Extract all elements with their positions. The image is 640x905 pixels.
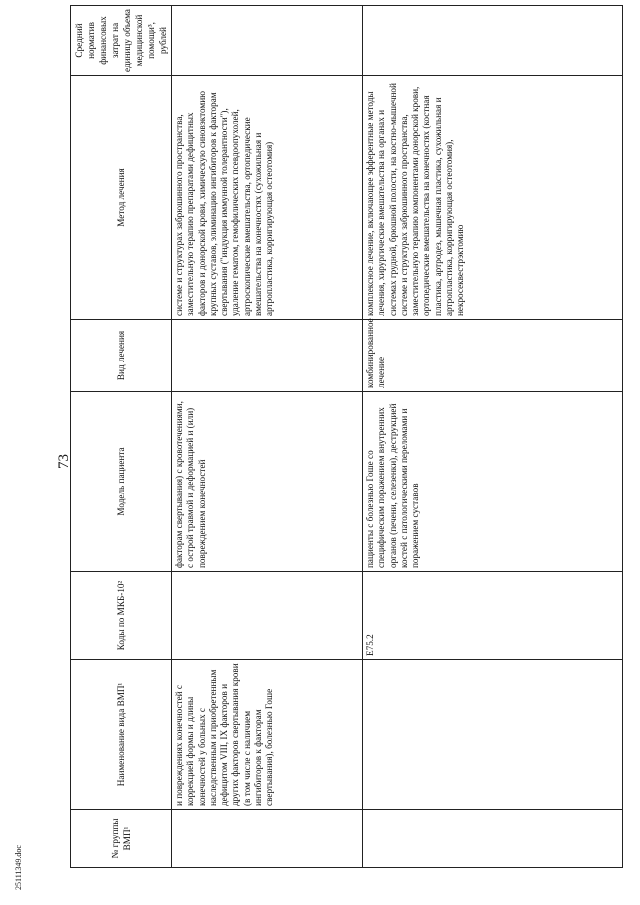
header-cost: Средний норматив финансовых затрат на единицу объема медицинской помощи³, рублей [71,6,172,76]
table-header-row [71,6,172,868]
cell-number [363,810,623,868]
header-codes: Коды по МКБ-10² [71,572,172,660]
footer-filename: 25111349.doc [14,845,23,890]
table-row [363,6,623,868]
page-number: 73 [56,454,72,469]
table-row [172,6,363,868]
rotated-table-container [70,6,630,868]
cell-codes [172,572,363,660]
cell-type [172,320,363,392]
cell-type: комбинированное лечение [363,320,623,392]
cell-cost [363,6,623,76]
cell-name: и повреждениях конечностей с коррекцией формы и длины конечностей у больных с наследственным и приобретенным дефицитом VIII, IX факторов и других факторов свертывания крови (в том числе с наличием ингибиторов к факторам свертывания), болезнью Гоше [172,660,363,810]
cell-codes: E75.2 [363,572,623,660]
header-type: Вид лечения [71,320,172,392]
header-number: № группы ВМП¹ [71,810,172,868]
cell-name [363,660,623,810]
cell-model: факторам свертывания) с кровотечениями, с острой травмой и деформацией и (или) повреждением конечностей [172,392,363,572]
cell-model: пациенты с болезнью Гоше со специфическим поражением внутренних органов (печени, селезенки), деструкцией костей с патологическими переломами и поражением суставов [363,392,623,572]
cell-method: системе и структурах забрюшинного пространства, заместительную терапию препаратами дефицитных факторов и донорской крови, химическую синовэктомию крупных суставов, элиминацию ингибиторов к факторам свертывания ("индукция иммунной толерантности"), удаление гематом, гемофилических псевдоопухолей, артроскопические вмешательства, ортопедические вмешательства на конечностях (сухожильная и артропластика, корригирующая остеотомия) [172,76,363,320]
cell-cost [172,6,363,76]
cell-number [172,810,363,868]
header-model: Модель пациента [71,392,172,572]
cell-method: комплексное лечение, включающее эфферентные методы лечения, хирургические вмешательства на органах и системах грудной, брюшной полости, на костно-мышечной системе и структурах забрюшинного пространства, заместительную терапию компонентами донорской крови, ортопедические вмешательства на конечностях (костная пластика, артродез, мышечная пластика, сухожильная и артропластика, корригирующая остеотомия), некросеквестрэктомию [363,76,623,320]
header-method: Метод лечения [71,76,172,320]
header-name: Наименование вида ВМП¹ [71,660,172,810]
vmp-table [70,5,623,868]
